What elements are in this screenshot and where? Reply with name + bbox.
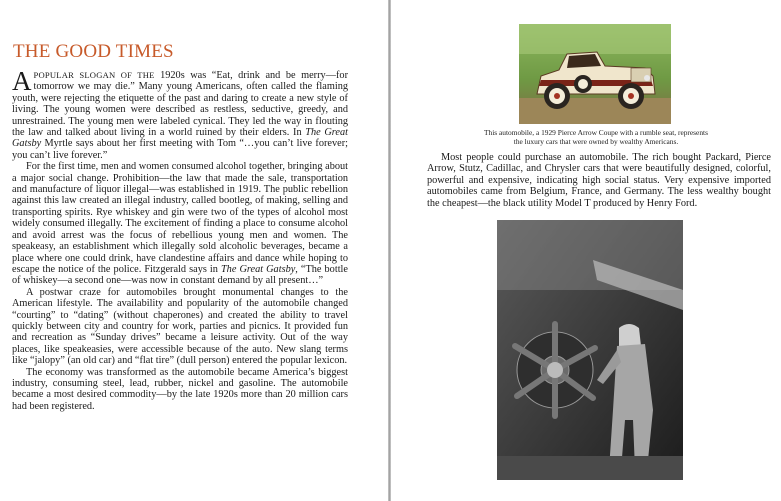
right-page (391, 0, 781, 501)
lead-in-smallcaps: POPULAR SLOGAN OF THE (33, 70, 155, 80)
paragraph-2-text-a: For the first time, men and women consumed alcohol together, bringing about a major social change. Prohibition—the law that made the sale, transportation and manufacture of liquor illegal—was established in 1919. The public rebellion against this law created an illegal industry, called bootleg, of making, selling and transporting spirits. Rye whiskey and gin were two of the types of alcohol most widely consumed illegally. The excitement of finding a place to consume alcohol and avoid arrest was the focus of rebellious young men and women. The speakeasy, an establishment which illegally sold alcoholic beverages, became a place where one could drink, have clandestine affairs and dance while hoping to escape the notice of the police. Fitzgerald says in (12, 161, 348, 275)
paragraph-2 (12, 161, 348, 286)
paragraph-1 (12, 66, 348, 161)
car-photo (519, 24, 671, 124)
paragraph-right: Most people could purchase an automobile. The rich bought Packard, Pierce Arrow, Stutz, Cadillac, and Chrysler cars that were beautifully designed, colorful, powerful and expensive, indicating high social status. Very expensive imported automobiles came from Belgium, France, and Germany. The less wealthy bought the cheapest—the black utility Model T produced by Henry Ford. (427, 152, 771, 209)
engine-mechanic-photo (497, 220, 683, 480)
pierce-arrow-car-illustration (519, 24, 671, 124)
page-title: THE GOOD TIMES (13, 40, 174, 62)
left-page (0, 0, 388, 501)
paragraph-4: The economy was transformed as the automobile became America’s biggest industry, consuming steel, lead, rubber, nickel and gasoline. The automobile became a most desired commodity—by the late 1920s more than 20 million cars had been registered. (12, 366, 348, 412)
radial-engine-illustration (497, 220, 683, 480)
paragraph-2-text-b: , “The bottle of whiskey—a second one—was now in constant demand by all present…” (12, 263, 348, 287)
car-photo-caption: This automobile, a 1929 Pierce Arrow Coupe with a rumble seat, represents the luxury cars that were owned by wealthy Americans. (484, 128, 708, 146)
paragraph-1-text-b: Myrtle says about her first meeting with Tom “…you can’t live forever; you can’t live forever.” (12, 138, 348, 161)
book-title-italic: The Great Gatsby (12, 127, 348, 150)
paragraph-3: A postwar craze for automobiles brought monumental changes to the American lifestyle. The availability and popularity of the automobile changed “courting” to “dating” (without chaperones) and created the ability to travel quickly between city and country for work, parties and picnics. It provided fun and recreation as “Sunday drives” became a leisure activity. Out of the way places, like speakeasies, were accessible because of the auto. New slang terms like “jalopy” (an old car) and “flat tire” (dull person) entered the popular lexicon. (12, 286, 348, 367)
body-text-right (427, 152, 771, 209)
drop-cap: A (12, 66, 32, 96)
body-text-left (12, 66, 348, 412)
paragraph-1-text-a: 1920s was “Eat, drink and be merry—for tomorrow we may die.” Many young Americans, often called the flaming youth, were rejecting the etiquette of the past and daring to create a new style of living. The young women were described as restless, seductive, greedy, and unrestrained. The young men were labeled cynical. They led the way in flouting the law and talked about living in a world ruined by their elders. In (12, 70, 348, 139)
book-title-italic: The Great Gatsby (220, 263, 296, 275)
